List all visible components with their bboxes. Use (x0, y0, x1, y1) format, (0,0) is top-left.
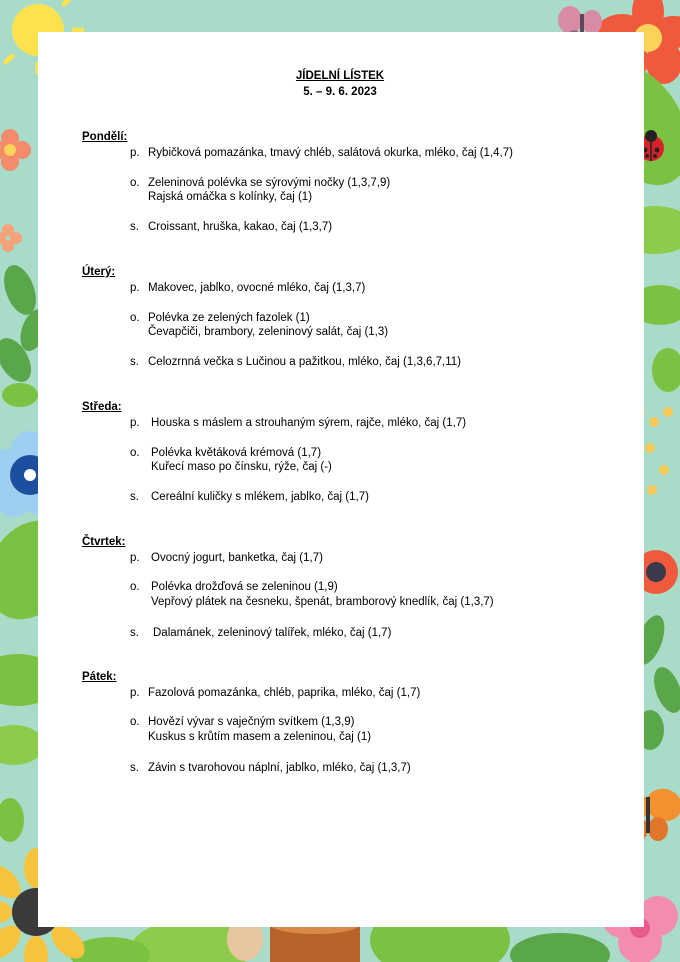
lunch-soup: Zeleninová polévka se sýrovými nočky (1,3,7,9) (148, 177, 391, 189)
snack-am-item: Ovocný jogurt, banketka, čaj (1,7) (151, 552, 323, 564)
snack-am-marker: p. (130, 552, 140, 564)
lunch-marker: o. (130, 716, 140, 728)
snack-pm-item: Celozrnná večka s Lučinou a pažitkou, mléko, čaj (1,3,6,7,11) (148, 356, 462, 368)
snack-am-item: Rybičková pomazánka, tmavý chléb, salátová okurka, mléko, čaj (1,4,7) (148, 147, 513, 159)
snack-am-marker: p. (130, 417, 140, 429)
snack-pm-marker: s. (130, 221, 139, 233)
snack-pm-marker: s. (130, 491, 139, 503)
lunch-marker: o. (130, 447, 140, 459)
lunch-marker: o. (130, 177, 140, 189)
day-heading: Pátek: (82, 671, 117, 683)
menu-page (38, 32, 644, 927)
snack-pm-marker: s. (130, 627, 139, 639)
lunch-main: Kuskus s krůtím masem a zeleninou, čaj (1) (148, 731, 372, 743)
page-title: JÍDELNÍ LÍSTEK (295, 70, 385, 82)
flower-icon (0, 224, 22, 252)
flower-icon (0, 129, 31, 171)
lunch-marker: o. (130, 312, 140, 324)
snack-am-marker: p. (130, 687, 140, 699)
lunch-soup: Polévka květáková krémová (1,7) (151, 447, 322, 459)
snack-pm-marker: s. (130, 762, 139, 774)
snack-am-item: Makovec, jablko, ovocné mléko, čaj (1,3,7) (148, 282, 366, 294)
snack-pm-marker: s. (130, 356, 139, 368)
day-heading: Čtvrtek: (82, 536, 126, 548)
lunch-main: Kuřecí maso po čínsku, rýže, čaj (-) (151, 461, 332, 473)
snack-pm-item: Dalamánek, zeleninový talířek, mléko, čaj (1,7) (153, 627, 392, 639)
lunch-soup: Hovězí vývar s vaječným svítkem (1,3,9) (148, 716, 355, 728)
snack-am-item: Fazolová pomazánka, chléb, paprika, mléko, čaj (1,7) (148, 687, 421, 699)
lunch-soup: Polévka ze zelených fazolek (1) (148, 312, 310, 324)
lunch-main: Čevapčiči, brambory, zeleninový salát, čaj (1,3) (148, 326, 389, 338)
lunch-marker: o. (130, 581, 140, 593)
day-heading: Pondělí: (82, 131, 128, 143)
day-heading: Středa: (82, 401, 122, 413)
lunch-soup: Polévka drožďová se zeleninou (1,9) (151, 581, 338, 593)
lunch-main: Rajská omáčka s kolínky, čaj (1) (148, 191, 313, 203)
snack-pm-item: Závin s tvarohovou náplní, jablko, mléko, čaj (1,3,7) (148, 762, 411, 774)
snack-am-marker: p. (130, 282, 140, 294)
snack-pm-item: Cereální kuličky s mlékem, jablko, čaj (1,7) (151, 491, 369, 503)
snack-am-item: Houska s máslem a strouhaným sýrem, rajče, mléko, čaj (1,7) (151, 417, 467, 429)
date-range: 5. – 9. 6. 2023 (303, 86, 377, 98)
day-heading: Úterý: (82, 266, 116, 278)
snack-pm-item: Croissant, hruška, kakao, čaj (1,3,7) (148, 221, 333, 233)
snack-am-marker: p. (130, 147, 140, 159)
lunch-main: Vepřový plátek na česneku, špenát, bramborový knedlík, čaj (1,3,7) (151, 596, 494, 608)
